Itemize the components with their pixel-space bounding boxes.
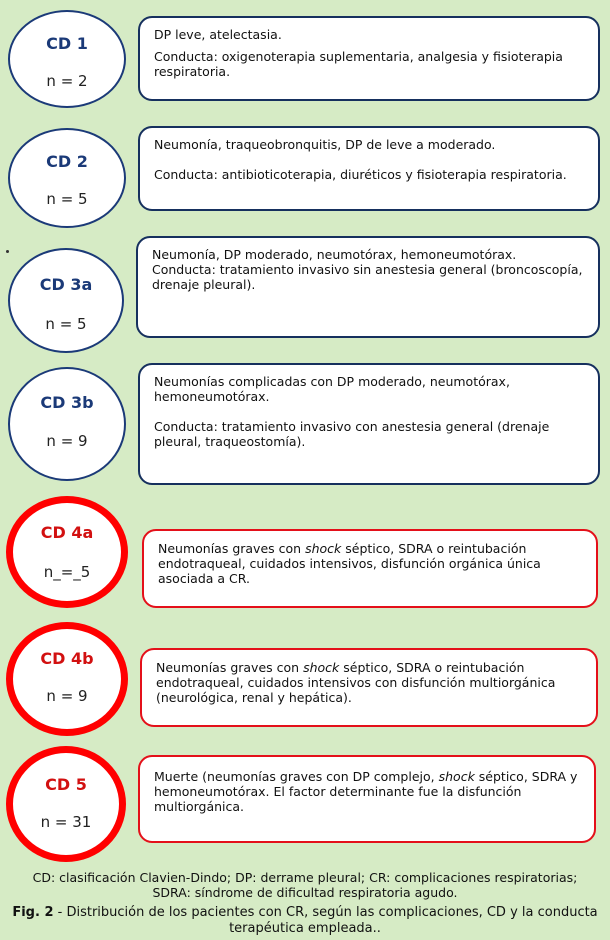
box-text: Neumonía, DP moderado, neumotórax, hemoneumotórax. Conducta: tratamiento invasivo sin anestesia general (broncoscopía, drenaje pleural). — [152, 247, 583, 292]
box-text: Neumonías graves con — [158, 541, 306, 556]
circle-cd1 — [8, 10, 126, 108]
circle-cd4b — [6, 622, 128, 736]
figure-caption-text: - Distribución de los pacientes con CR, según las complicaciones, CD y la conducta terapéutica empleada.. — [53, 905, 598, 936]
box-text: Conducta: antibioticoterapia, diuréticos y fisioterapia respiratoria. — [154, 167, 567, 182]
box-text: Neumonías complicadas con DP moderado, neumotórax, hemoneumotórax. — [154, 374, 510, 404]
n-count: n = 5 — [45, 315, 87, 333]
figure-caption — [10, 905, 600, 937]
box-text: Muerte (neumonías graves con DP complejo, — [154, 769, 439, 784]
n-count: n = 2 — [46, 72, 88, 90]
circle-cd2 — [8, 128, 126, 228]
cd-label: CD 3b — [40, 393, 94, 412]
n-count: n = 31 — [40, 813, 92, 831]
box-text: séptico, SDRA o reintubación endotraqueal, cuidados intensivos con disfunción multiorgánica (neurológica, renal y hepática). — [156, 660, 556, 705]
box-cd3b — [138, 363, 600, 485]
abbreviations-line: CD: clasificación Clavien-Dindo; DP: derrame pleural; CR: complicaciones respiratorias; — [32, 870, 578, 885]
n-count: n = 9 — [46, 432, 88, 450]
box-cd2 — [138, 126, 600, 211]
box-cd5 — [138, 755, 596, 843]
box-text-italic: shock — [303, 660, 340, 675]
box-text: Neumonías graves con — [156, 660, 304, 675]
n-count: n = 5 — [46, 190, 88, 208]
n-count: n_=_5 — [43, 563, 91, 581]
cd-label: CD 5 — [45, 775, 87, 794]
circle-cd3b — [8, 367, 126, 481]
cd-label: CD 3a — [39, 275, 93, 294]
cd-label: CD 4a — [40, 523, 94, 542]
cd-label: CD 2 — [46, 152, 88, 171]
box-text-italic: shock — [305, 541, 342, 556]
box-text: séptico, SDRA o reintubación endotraqueal, cuidados intensivos, disfunción orgánica única asociada a CR. — [158, 541, 541, 586]
box-cd3a — [136, 236, 600, 338]
cd-label: CD 4b — [40, 649, 94, 668]
abbreviations — [10, 870, 600, 900]
box-text-italic: shock — [438, 769, 475, 784]
circle-cd4a — [6, 496, 128, 608]
box-text: DP leve, atelectasia. — [154, 27, 282, 42]
box-text: Conducta: oxigenoterapia suplementaria, analgesia y fisioterapia respiratoria. — [154, 49, 563, 79]
n-count: n = 9 — [46, 687, 88, 705]
cd-label: CD 1 — [46, 34, 88, 53]
box-text: Neumonía, traqueobronquitis, DP de leve a moderado. — [154, 137, 496, 152]
circle-cd5 — [6, 746, 126, 862]
box-cd4b — [140, 648, 598, 727]
box-text: séptico, SDRA y hemoneumotórax. El factor determinante fue la disfunción multiorgánica. — [154, 769, 578, 814]
figure-label: Fig. 2 — [12, 905, 54, 920]
box-cd4a — [142, 529, 598, 608]
abbreviations-line: SDRA: síndrome de dificultad respiratoria agudo. — [152, 885, 458, 900]
box-text: Conducta: tratamiento invasivo con anestesia general (drenaje pleural, traqueostomía). — [154, 419, 550, 449]
box-cd1 — [138, 16, 600, 101]
stray-dot — [6, 250, 9, 253]
circle-cd3a — [8, 248, 124, 353]
